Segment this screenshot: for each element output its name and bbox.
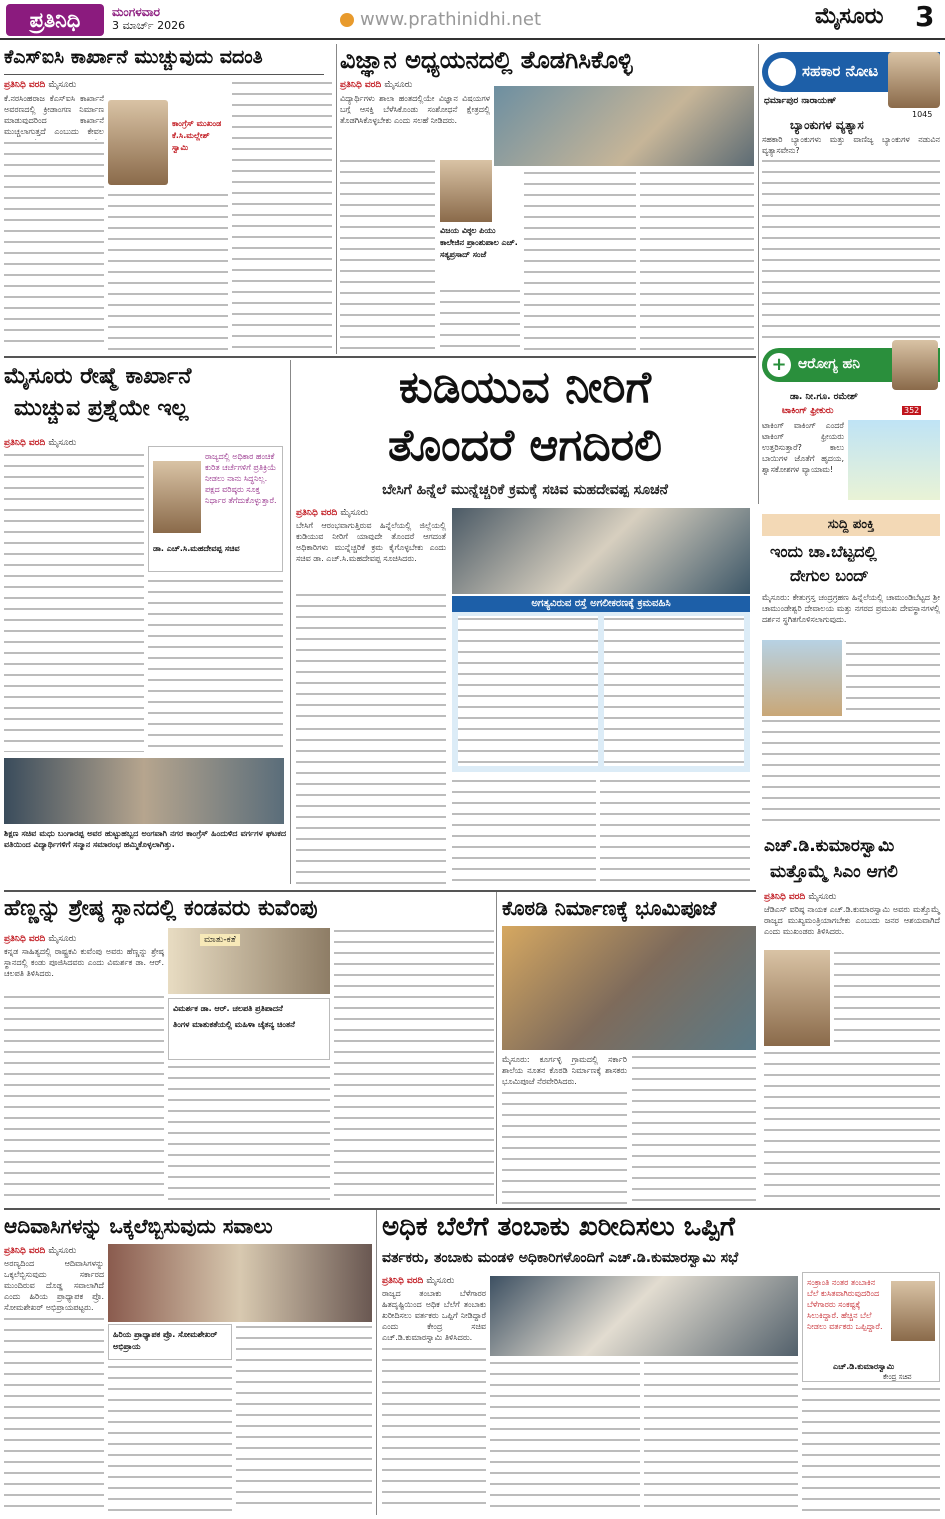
column-rule <box>496 892 497 1204</box>
suddi-text <box>846 640 940 716</box>
hdk-lead: ಜೆಡಿಎಸ್ ವರಿಷ್ಠ ನಾಯಕ ಎಚ್.ಡಿ.ಕುಮಾರಸ್ವಾಮಿ ಅವರು ಮತ್ತೊಮ್ಮೆ ರಾಜ್ಯದ ಮುಖ್ಯಮಂತ್ರಿಯಾಗಬೇಕು ಎಂಬುದು ಜನರ ಆಶಯವಾಗಿದೆ ಎಂದು ಮುಖಂಡರು ತಿಳಿಸಿದರು. <box>764 905 940 936</box>
hdk-text <box>834 950 940 1046</box>
article-water-text <box>296 592 446 722</box>
byline-text: ಪ್ರತಿನಿಧಿ ವರದಿ <box>296 508 338 518</box>
byline-city: ಮೈಸೂರು <box>48 934 77 944</box>
article-silk-photo-caption: ಶಿಕ್ಷಣ ಸಚಿವ ಮಧು ಬಂಗಾರಪ್ಪ ಅವರ ಹುಟ್ಟುಹಬ್ಬದ ಅಂಗವಾಗಿ ನಗರ ಕಾಂಗ್ರೆಸ್ ಹಿಂದುಳಿದ ವರ್ಗಗಳ ಘಟಕದ ವತಿಯಿಂದ ವಿದ್ಯಾರ್ಥಿಗಳಿಗೆ ಸನ್ಮಾನ ಸಮಾರಂಭ ಹಮ್ಮಿಕೊಳ್ಳಲಾಗಿತ್ತು. <box>4 829 286 849</box>
article-ksic-lead: ಕೆ.ನರಸಿಂಹರಾಜ ಕೆಎಸ್ಐಸಿ ಕಾರ್ಖಾನೆ ಅವರಣದಲ್ಲಿ ಕ್ರೀಡಾಂಗಣ ನಿರ್ಮಾಣ ಮಾಡುವುದರಿಂದ ಕಾರ್ಖಾನೆ ಮುಚ್ಚಲಾಗುತ್ತದೆ ಎಂಬುದು ಕೇವಲ <box>4 94 104 136</box>
article-tobacco-text <box>382 1346 486 1512</box>
byline-city: ಮೈಸೂರು <box>48 80 77 90</box>
article-bhoomipuja-text-2 <box>632 1054 756 1204</box>
article-water-headline-1: ಕುಡಿಯುವ ನೀರಿಗೆ <box>398 362 652 413</box>
byline-text: ಪ್ರತಿನಿಧಿ ವರದಿ <box>4 1246 46 1256</box>
sahakara-author: ಧರ್ಮಾಪುರ ನಾರಾಯಣ್ <box>764 96 837 106</box>
date-label: 3 ಮಾರ್ಚ್ 2026 <box>112 19 186 32</box>
article-science-caption: ವಿಜಯ ವಿಠ್ಠಲ ಪಿಯು ಕಾಲೇಜಿನ ಪ್ರಾಂಶುಪಾಲ ಎಚ್. ಸತ್ಯಪ್ರಸಾದ್ ಸಂಜೆ <box>440 226 518 259</box>
section-divider <box>4 1208 940 1210</box>
plus-icon: + <box>767 353 791 377</box>
column-rule <box>290 360 291 884</box>
article-kuvempu-text <box>4 994 164 1204</box>
article-adivasi-byline <box>4 1246 76 1256</box>
suddi-pankti-banner: ಸುದ್ದಿ ಪಂಕ್ತಿ <box>762 514 940 536</box>
byline-text: ಪ್ರತಿನಿಧಿ ವರದಿ <box>764 892 806 902</box>
suddi-headline-2: ದೇಗುಲ ಬಂದ್ <box>790 566 869 585</box>
arogya-author: ಡಾ. ನೀ.ಗೂ. ರಮೇಶ್ <box>790 392 858 402</box>
article-ksic-caption: ಕಾಂಗ್ರೆಸ್ ಮುಖಂಡ ಕೆ.ಸಿ.ಮಲ್ಲೇಶ್ ಸ್ವಾಮಿ <box>172 119 222 152</box>
byline-text: ಪ್ರತಿನಿಧಿ ವರದಿ <box>4 934 46 944</box>
article-science-headline: ವಿಜ್ಞಾನ ಅಧ್ಯಯನದಲ್ಲಿ ತೊಡಗಿಸಿಕೊಳ್ಳಿ <box>340 46 633 74</box>
byline-text: ಪ್ರತಿನಿಧಿ ವರದಿ <box>382 1276 424 1286</box>
article-ksic-headline: ಕೆಎಸ್ಐಸಿ ಕಾರ್ಖಾನೆ ಮುಚ್ಚುವುದು ವದಂತಿ <box>4 46 263 68</box>
article-water-box-head: ಅಗತ್ಯವಿರುವ ರಸ್ತೆ ಅಗಲೀಕರಣಕ್ಕೆ ಕ್ರಮವಹಿಸಿ <box>452 596 750 612</box>
quote-photo <box>891 1281 935 1341</box>
quote-role: ಕೇಂದ್ರ ಸಚಿವ <box>883 1373 912 1381</box>
eye-icon <box>768 58 796 86</box>
byline-text: ಪ್ರತಿನಿಧಿ ವರದಿ <box>4 438 46 448</box>
arogya-lead: ಟಾಕಿಂಗ್ ವಾಕಿಂಗ್ ಎಂದರೆ ಟಾಕಿಂಗ್ ಫ್ರೀಯರು ಉತ್ತರಿಸುತ್ತಾರೆ? ಕಾಲು ಬಾಯಿಗಳ ಜೊತೆಗೆ ಹೃದಯ, ಶ್ವಾಸಕೋಶಗಳ ವ್ಯಾಯಾಮ! <box>762 421 844 474</box>
masthead <box>0 0 945 40</box>
temple-photo <box>762 640 842 716</box>
article-bhoomipuja-photo <box>502 926 756 1050</box>
date-block <box>112 5 185 33</box>
article-water-deck: ಬೇಸಿಗೆ ಹಿನ್ನೆಲೆ ಮುನ್ನೆಚ್ಚರಿಕೆ ಕ್ರಮಕ್ಕೆ ಸಚಿವ ಮಹದೇವಪ್ಪ ಸೂಚನೆ <box>382 482 668 498</box>
article-water-text-3 <box>452 778 596 886</box>
article-kuvempu-text-2 <box>168 1064 330 1204</box>
page-number: 3 <box>915 0 935 33</box>
section-divider <box>4 890 756 892</box>
quote-text: ಸಂಕ್ರಾಂತಿ ನಂತರ ತಂಬಾಕಿನ ಬೆಲೆ ಕುಸಿತವಾಗಿರುವುದರಿಂದ ಬೆಳೆಗಾರರು ಸಂಕಷ್ಟಕ್ಕೆ ಸಿಲುಕಿದ್ದಾರೆ. ಹೆಚ್ಚಿನ ಬೆಲೆ ನೀಡಲು ವರ್ತಕರು ಒಪ್ಪಿದ್ದಾರೆ. <box>807 1278 883 1331</box>
city-label: ಮೈಸೂರು <box>815 4 884 29</box>
arogya-title: ಆರೋಗ್ಯ ಹನಿ <box>798 356 861 372</box>
article-tobacco-headline: ಅಧಿಕ ಬೆಲೆಗೆ ತಂಬಾಕು ಖರೀದಿಸಲು ಒಪ್ಪಿಗೆ <box>382 1212 735 1242</box>
column-rule <box>336 44 337 354</box>
article-science-photo <box>494 86 754 166</box>
hdk-photo <box>764 950 830 1046</box>
sahakara-title: ಸಹಕಾರ ನೋಟ <box>802 62 879 80</box>
quote-1: ವಿಮರ್ಶಕ ಡಾ. ಆರ್. ಚಲಪತಿ ಪ್ರತಿಪಾದನೆ <box>173 1004 283 1013</box>
byline-city: ಮೈಸೂರು <box>340 508 369 518</box>
article-kuvempu-byline <box>4 934 76 944</box>
byline-city: ಮೈಸೂರು <box>384 80 413 90</box>
article-silk-text <box>4 452 144 752</box>
column-rule <box>758 44 759 504</box>
article-tobacco-text-3 <box>644 1360 798 1512</box>
article-adivasi-lead: ಅರಣ್ಯದಿಂದ ಆದಿವಾಸಿಗಳನ್ನು ಒಕ್ಕಲೆಬ್ಬಿಸುವುದು ಸರ್ಕಾರದ ಮುಂದಿರುವ ದೊಡ್ಡ ಸವಾಲಾಗಿದೆ ಎಂದು ಹಿರಿಯ ಪ್ರಾಧ್ಯಾಪಕ ಪ್ರೊ. ಸೋಮಶೇಖರ್ ಅಭಿಪ್ರಾಯಪಟ್ಟರು. <box>4 1259 104 1312</box>
article-tobacco-deck: ವರ್ತಕರು, ತಂಬಾಕು ಮಂಡಳಿ ಅಧಿಕಾರಿಗಳೊಂದಿಗೆ ಎಚ್.ಡಿ.ಕುಮಾರಸ್ವಾಮಿ ಸಭೆ <box>382 1250 739 1266</box>
article-silk-headline-2: ಮುಚ್ಚುವ ಪ್ರಶ್ನೆಯೇ ಇಲ್ಲ <box>14 396 189 421</box>
article-silk-headline-1: ಮೈಸೂರು ರೇಷ್ಮೆ ಕಾರ್ಖಾನೆ <box>4 364 192 389</box>
article-science-text-2 <box>440 288 520 350</box>
arogya-number: 352 <box>904 406 920 415</box>
article-silk-quote-box <box>148 446 283 572</box>
quote-attribution: ಎಚ್.ಡಿ.ಕುಮಾರಸ್ವಾಮಿ <box>833 1362 895 1371</box>
article-science-text <box>340 158 435 350</box>
section-divider <box>4 356 756 358</box>
article-ksic-text-2 <box>108 192 228 350</box>
sahakara-text <box>762 158 940 340</box>
article-kuvempu-photo <box>168 928 330 994</box>
day-label: ಮಂಗಳವಾರ <box>112 5 161 19</box>
globe-icon <box>340 13 354 27</box>
url-text: www.prathinidhi.net <box>360 9 542 30</box>
article-water-byline <box>296 508 368 518</box>
logo: ಪ್ರತಿನಿಧಿ <box>6 4 104 36</box>
article-adivasi-quote: ಹಿರಿಯ ಪ್ರಾಧ್ಯಾಪಕ ಪ್ರೊ. ಸೋಮಶೇಖರ್ ಅಭಿಪ್ರಾಯ <box>108 1324 232 1360</box>
arogya-author-photo <box>892 340 938 390</box>
article-science-byline <box>340 80 412 90</box>
byline-text: ಪ್ರತಿನಿಧಿ ವರದಿ <box>340 80 382 90</box>
sahakara-subhead: ಬ್ಯಾಂಕುಗಳ ವ್ಯತ್ಯಾಸ <box>790 118 864 132</box>
article-adivasi-text-3 <box>236 1324 372 1512</box>
article-silk-byline <box>4 438 76 448</box>
byline-city: ಮೈಸೂರು <box>808 892 837 902</box>
article-kuvempu-headline: ಹೆಣ್ಣನ್ನು ಶ್ರೇಷ್ಠ ಸ್ಥಾನದಲ್ಲಿ ಕಂಡವರು ಕುವೆಂಪು <box>4 896 318 921</box>
article-tobacco-text-4 <box>802 1386 940 1512</box>
article-bhoomipuja-text <box>502 1090 627 1204</box>
article-science-lead: ವಿದ್ಯಾರ್ಥಿಗಳು ಶಾಲಾ ಹಂತದಲ್ಲಿಯೇ ವಿಜ್ಞಾನ ವಿಷಯಗಳ ಬಗ್ಗೆ ಆಸಕ್ತಿ ಬೆಳೆಸಿಕೊಂಡು ಸಂಶೋಧನೆ ಕ್ಷೇತ್ರದಲ್ಲಿ ತೊಡಗಿಸಿಕೊಳ್ಳಬೇಕು ಎಂದು ಸಲಹೆ ನೀಡಿದರು. <box>340 94 490 125</box>
hdk-text-2 <box>764 1050 940 1200</box>
article-tobacco-quote-box <box>802 1272 940 1382</box>
arogya-illustration <box>848 420 940 500</box>
article-ksic-photo <box>108 100 168 185</box>
box-text-1 <box>458 616 598 766</box>
quote-2: ತಿಂಗಳ ಮಾತುಕತೆಯಲ್ಲಿ ಮಹಿಳಾ ಚೈತನ್ಯ ಚಿಂತನೆ <box>173 1020 295 1029</box>
article-kuvempu-lead: ಕನ್ನಡ ಸಾಹಿತ್ಯದಲ್ಲಿ ರಾಷ್ಟ್ರಕವಿ ಕುವೆಂಪು ಅವರು ಹೆಣ್ಣನ್ನು ಶ್ರೇಷ್ಠ ಸ್ಥಾನದಲ್ಲಿ ಕಂಡು ಪೂಜಿಸಿದವರು ಎಂದು ವಿಮರ್ಶಕ ಡಾ. ಆರ್. ಚಲಪತಿ ತಿಳಿಸಿದರು. <box>4 947 164 978</box>
suddi-text-2 <box>762 718 940 828</box>
article-adivasi-text <box>4 1316 104 1512</box>
suddi-lead: ಮೈಸೂರು: ಕೇತುಗ್ರಸ್ತ ಚಂದ್ರಗ್ರಹಣ ಹಿನ್ನೆಲೆಯಲ್ಲಿ ಚಾಮುಂಡಿಬೆಟ್ಟದ ಶ್ರೀ ಚಾಮುಂಡೇಶ್ವರಿ ದೇವಾಲಯ ಮತ್ತು ನಗರದ ಪ್ರಮುಖ ದೇವಸ್ಥಾನಗಳಲ್ಲಿ ದರ್ಶನ ಸ್ಥಗಿತಗೊಳಿಸಲಾಗುವುದು. <box>762 593 940 624</box>
article-science-person-photo <box>440 160 492 222</box>
article-kuvempu-quote-box <box>168 998 330 1060</box>
article-tobacco-lead: ರಾಜ್ಯದ ತಂಬಾಕು ಬೆಳೆಗಾರರ ಹಿತದೃಷ್ಟಿಯಿಂದ ಅಧಿಕ ಬೆಲೆಗೆ ತಂಬಾಕು ಖರೀದಿಸಲು ವರ್ತಕರು ಒಪ್ಪಿಗೆ ನೀಡಿದ್ದಾರೆ ಎಂದು ಕೇಂದ್ರ ಸಚಿವ ಎಚ್.ಡಿ.ಕುಮಾರಸ್ವಾಮಿ ತಿಳಿಸಿದರು. <box>382 1289 486 1342</box>
divider <box>4 74 324 75</box>
quote-text: ರಾಜ್ಯದಲ್ಲಿ ಅಧಿಕಾರ ಹಂಚಿಕೆ ಕುರಿತ ಚರ್ಚೆಗಳಿಗೆ ಪ್ರತಿಕ್ರಿಯೆ ನೀಡಲು ನಾನು ಸಿದ್ಧನಿಲ್ಲ. ಪಕ್ಷದ ವರಿಷ್ಠರು ಸೂಕ್ತ ನಿರ್ಧಾರ ತೆಗೆದುಕೊಳ್ಳುತ್ತಾರೆ. <box>205 452 277 505</box>
article-water-text-4 <box>600 778 750 886</box>
hdk-headline-2: ಮತ್ತೊಮ್ಮೆ ಸಿಎಂ ಆಗಲಿ <box>770 862 898 882</box>
byline-text: ಪ್ರತಿನಿಧಿ ವರದಿ <box>4 80 46 90</box>
hdk-headline-1: ಎಚ್.ಡಿ.ಕುಮಾರಸ್ವಾಮಿ <box>764 836 895 856</box>
arogya-subhead: ಟಾಕಿಂಗ್ ಫ್ರೀಕುರು <box>782 406 834 416</box>
article-science-text-3 <box>524 170 636 350</box>
article-tobacco-photo <box>490 1276 798 1356</box>
suddi-headline-1: ಇಂದು ಚಾ.ಬೆಟ್ಟದಲ್ಲಿ <box>770 542 877 561</box>
article-tobacco-text-2 <box>490 1360 640 1512</box>
box-text-2 <box>604 616 744 766</box>
article-water-headline-2: ತೊಂದರೆ ಆಗದಿರಲಿ <box>388 420 662 471</box>
article-water-text-2 <box>296 726 446 886</box>
column-rule <box>376 1210 377 1515</box>
article-kuvempu-banner: ಮಾತು-ಕತೆ <box>200 934 240 946</box>
quote-attribution: ಡಾ. ಎಚ್.ಸಿ.ಮಹದೇವಪ್ಪ ಸಚಿವ <box>153 544 240 553</box>
quote-photo <box>153 461 201 533</box>
byline-city: ಮೈಸೂರು <box>426 1276 455 1286</box>
article-ksic-text <box>4 140 104 350</box>
sahakara-number: 1045 <box>912 110 933 119</box>
article-water-box <box>452 612 750 772</box>
article-silk-photo <box>4 758 284 824</box>
article-science-text-4 <box>640 170 754 350</box>
sahakara-lead: ಸಹಕಾರಿ ಬ್ಯಾಂಕುಗಳು ಮತ್ತು ವಾಣಿಜ್ಯ ಬ್ಯಾಂಕುಗಳ ನಡುವಿನ ವ್ಯತ್ಯಾಸವೇನು? <box>762 135 940 155</box>
article-silk-text-2 <box>148 578 283 752</box>
byline-city: ಮೈಸೂರು <box>48 1246 77 1256</box>
article-water-lead: ಬೇಸಿಗೆ ಆರಂಭವಾಗುತ್ತಿರುವ ಹಿನ್ನೆಲೆಯಲ್ಲಿ ಜಿಲ್ಲೆಯಲ್ಲಿ ಕುಡಿಯುವ ನೀರಿಗೆ ಯಾವುದೇ ತೊಂದರೆ ಆಗದಂತೆ ಅಧಿಕಾರಿಗಳು ಮುನ್ನೆಚ್ಚರಿಕೆ ಕ್ರಮ ಕೈಗೊಳ್ಳಬೇಕು ಎಂದು ಸಚಿವ ಡಾ. ಎಚ್.ಸಿ.ಮಹದೇವಪ್ಪ ಸೂಚಿಸಿದರು. <box>296 521 446 563</box>
site-url[interactable] <box>340 9 541 30</box>
sahakara-author-photo <box>888 52 940 108</box>
article-bhoomipuja-lead: ಮೈಸೂರು: ಕೂರ್ಗಳ್ಳಿ ಗ್ರಾಮದಲ್ಲಿ ಸರ್ಕಾರಿ ಶಾಲೆಯ ನೂತನ ಕೊಠಡಿ ನಿರ್ಮಾಣಕ್ಕೆ ಶಾಸಕರು ಭೂಮಿಪೂಜೆ ನೆರವೇರಿಸಿದರು. <box>502 1055 627 1086</box>
article-water-photo <box>452 508 750 594</box>
article-adivasi-photo <box>108 1244 372 1322</box>
byline-city: ಮೈಸೂರು <box>48 438 77 448</box>
article-tobacco-byline <box>382 1276 454 1286</box>
article-ksic-text-3 <box>232 80 332 350</box>
article-kuvempu-text-3 <box>334 928 494 1204</box>
article-adivasi-headline: ಆದಿವಾಸಿಗಳನ್ನು ಒಕ್ಕಲೆಬ್ಬಿಸುವುದು ಸವಾಲು <box>4 1214 273 1238</box>
article-ksic-byline <box>4 80 76 90</box>
article-adivasi-text-2 <box>108 1364 232 1512</box>
article-bhoomipuja-headline: ಕೊಠಡಿ ನಿರ್ಮಾಣಕ್ಕೆ ಭೂಮಿಪೂಜೆ <box>502 896 717 920</box>
hdk-byline <box>764 892 836 902</box>
